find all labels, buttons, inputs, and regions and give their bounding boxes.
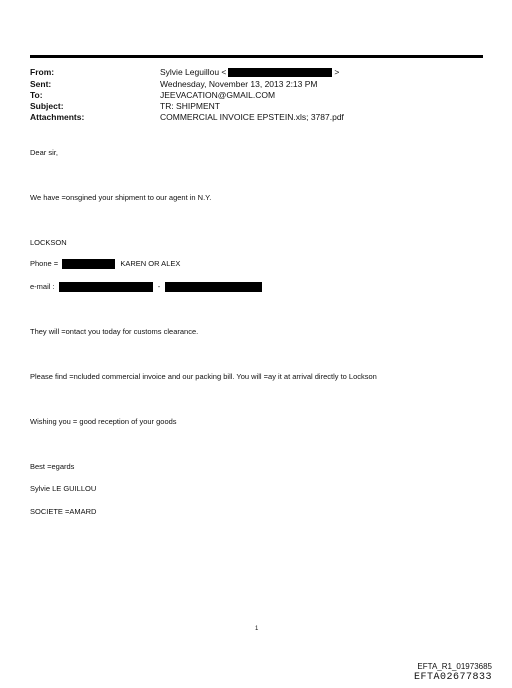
agent-name: LOCKSON bbox=[30, 238, 67, 247]
attachments-label: Attachments: bbox=[30, 112, 85, 122]
from-name: Sylvie Leguillou < bbox=[160, 67, 227, 77]
greeting: Dear sir, bbox=[30, 148, 58, 157]
email-label: e-mail : bbox=[30, 282, 55, 291]
efta-stamp-large: EFTA02677833 bbox=[413, 672, 492, 683]
signature-company: SOCIETE =AMARD bbox=[30, 507, 97, 516]
redaction-block bbox=[165, 282, 262, 292]
body-line-wishes: Wishing you = good reception of your goods bbox=[30, 417, 177, 426]
sent-value: Wednesday, November 13, 2013 2:13 PM bbox=[160, 79, 318, 89]
page-number: 1 bbox=[255, 626, 259, 632]
body-line-contact: They will =ontact you today for customs clearance. bbox=[30, 327, 199, 336]
sent-label: Sent: bbox=[30, 79, 52, 89]
redaction-block bbox=[62, 259, 115, 269]
email-row bbox=[30, 282, 262, 292]
phone-row bbox=[30, 259, 180, 269]
from-close: > bbox=[334, 67, 340, 77]
closing: Best =egards bbox=[30, 462, 75, 471]
subject-value: TR: SHIPMENT bbox=[160, 101, 220, 111]
body-line-shipment: We have =onsgined your shipment to our agent in N.Y. bbox=[30, 193, 212, 202]
from-value bbox=[160, 67, 339, 78]
from-label: From: bbox=[30, 67, 55, 77]
phone-label: Phone = bbox=[30, 259, 59, 268]
redaction-block bbox=[228, 68, 332, 77]
to-label: To: bbox=[30, 90, 43, 100]
efta-stamp-small: EFTA_R1_01973685 bbox=[417, 662, 492, 671]
attachments-value: COMMERCIAL INVOICE EPSTEIN.xls; 3787.pdf bbox=[160, 112, 344, 122]
email-separator: - bbox=[157, 282, 161, 291]
signature-name: Sylvie LE GUILLOU bbox=[30, 484, 97, 493]
phone-contact: KAREN OR ALEX bbox=[120, 259, 181, 268]
body-line-invoice: Please find =ncluded commercial invoice and our packing bill. You will =ay it at arrival directly to Lockson bbox=[30, 372, 377, 381]
header-rule bbox=[30, 55, 483, 58]
to-value: JEEVACATION@GMAIL.COM bbox=[160, 90, 276, 100]
subject-label: Subject: bbox=[30, 101, 64, 111]
redaction-block bbox=[59, 282, 153, 292]
